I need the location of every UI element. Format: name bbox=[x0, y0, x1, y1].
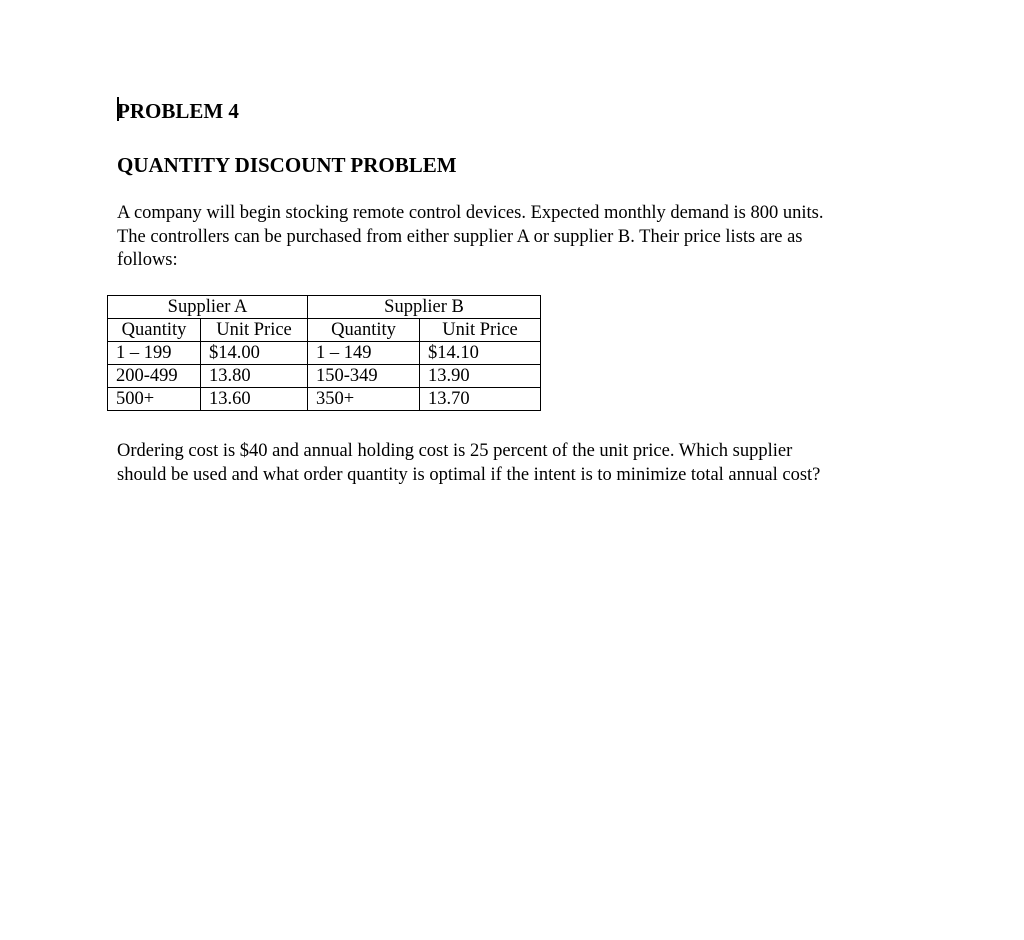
supplier-a-header: Supplier A bbox=[108, 296, 308, 319]
table-cell: 350+ bbox=[308, 388, 420, 411]
intro-line: follows: bbox=[117, 250, 178, 270]
problem-title-heading: QUANTITY DISCOUNT PROBLEM bbox=[117, 153, 457, 177]
table-cell: 13.90 bbox=[420, 365, 541, 388]
table-row bbox=[108, 365, 541, 388]
table-cell: $14.00 bbox=[201, 342, 308, 365]
table-cell: 150-349 bbox=[308, 365, 420, 388]
followup-line: should be used and what order quantity is optimal if the intent is to minimize total annual cost? bbox=[117, 464, 821, 485]
column-header: Unit Price bbox=[201, 319, 308, 342]
table-cell: 13.80 bbox=[201, 365, 308, 388]
column-header: Unit Price bbox=[420, 319, 541, 342]
intro-line: A company will begin stocking remote control devices. Expected monthly demand is 800 units. bbox=[117, 203, 824, 223]
table-cell: $14.10 bbox=[420, 342, 541, 365]
followup-line: Ordering cost is $40 and annual holding cost is 25 percent of the unit price. Which supplier bbox=[117, 441, 793, 461]
table-cell: 200-499 bbox=[108, 365, 201, 388]
table-cell: 13.60 bbox=[201, 388, 308, 411]
table-cell: 1 – 149 bbox=[308, 342, 420, 365]
table-cell: 500+ bbox=[108, 388, 201, 411]
column-header: Quantity bbox=[108, 319, 201, 342]
supplier-header-row bbox=[108, 296, 541, 319]
supplier-b-header: Supplier B bbox=[308, 296, 541, 319]
price-list-table bbox=[107, 295, 541, 411]
table-cell: 13.70 bbox=[420, 388, 541, 411]
table-row bbox=[108, 342, 541, 365]
column-header-row bbox=[108, 319, 541, 342]
column-header: Quantity bbox=[308, 319, 420, 342]
intro-paragraph bbox=[117, 202, 917, 273]
intro-line: The controllers can be purchased from either supplier A or supplier B. Their price lists are as bbox=[117, 226, 803, 247]
table-row bbox=[108, 388, 541, 411]
followup-paragraph bbox=[117, 440, 917, 487]
problem-number-heading: PROBLEM 4 bbox=[117, 99, 239, 123]
table-cell: 1 – 199 bbox=[108, 342, 201, 365]
